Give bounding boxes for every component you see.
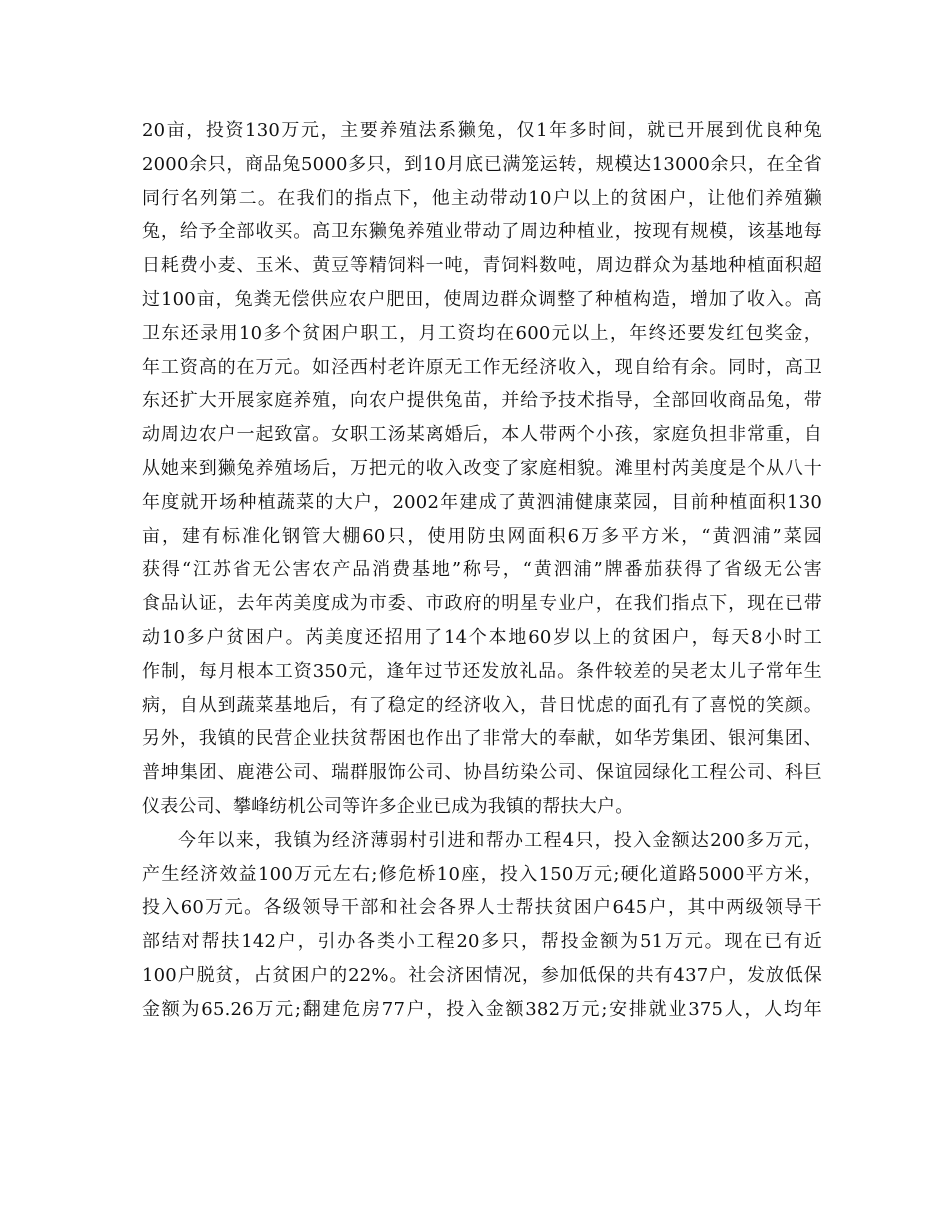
text-line: 卫东还录用10多个贫困户职工，月工资均在600元以上，年终还要发红包奖金， xyxy=(142,322,822,344)
text-line: 食品认证，去年芮美度成为市委、市政府的明星专业户，在我们指点下，现在已带 xyxy=(142,593,822,615)
text-line: 20亩，投资130万元，主要养殖法系獭兔，仅1年多时间，就已开展到优良种兔 xyxy=(142,120,822,141)
body-text xyxy=(142,114,822,1027)
text-line: 投入60万元。各级领导干部和社会各界人士帮扶贫困户645户，其中两级领导干 xyxy=(142,897,822,919)
text-line: 部结对帮扶142户，引办各类小工程20多只，帮投金额为51万元。现在已有近 xyxy=(142,931,822,953)
text-line: 获得“江苏省无公害农产品消费基地”称号，“黄泗浦”牌番茄获得了省级无公害 xyxy=(142,559,822,581)
text-line: 另外，我镇的民营企业扶贫帮困也作出了非常大的奉献，如华芳集团、银河集团、 xyxy=(142,728,822,750)
text-line: 普坤集团、鹿港公司、瑞群服饰公司、协昌纺染公司、保谊园绿化工程公司、科巨 xyxy=(142,762,822,784)
text-line: 同行名列第二。在我们的指点下，他主动带动10户以上的贫困户，让他们养殖獭 xyxy=(142,187,822,209)
text-line: 2000余只，商品兔5000多只，到10月底已满笼运转，规模达13000余只，在全省 xyxy=(142,153,822,175)
paragraph-start-line: 今年以来，我镇为经济薄弱村引进和帮办工程4只，投入金额达200多万元， xyxy=(178,829,822,851)
text-line: 从她来到獭兔养殖场后，万把元的收入改变了家庭相貌。滩里村芮美度是个从八十 xyxy=(142,457,822,479)
text-line: 过100亩，兔粪无偿供应农户肥田，使周边群众调整了种植构造，增加了收入。高 xyxy=(142,288,822,310)
text-line: 年度就开场种植蔬菜的大户，2002年建成了黄泗浦健康菜园，目前种植面积130 xyxy=(142,491,822,513)
text-line: 年工资高的在万元。如泾西村老许原无工作无经济收入，现自给有余。同时，高卫 xyxy=(142,356,822,378)
text-line: 动10多户贫困户。芮美度还招用了14个本地60岁以上的贫困户，每天8小时工 xyxy=(142,626,822,648)
text-line: 100户脱贫，占贫困户的22%。社会济困情况，参加低保的共有437户，发放低保 xyxy=(142,964,822,986)
text-line: 日耗费小麦、玉米、黄豆等精饲料一吨，青饲料数吨，周边群众为基地种植面积超 xyxy=(142,255,822,277)
paragraph-end-line: 仪表公司、攀峰纺机公司等许多企业已成为我镇的帮扶大户。 xyxy=(142,795,634,817)
text-line: 金额为65.26万元;翻建危房77户，投入金额382万元;安排就业375人，人均年 xyxy=(142,998,822,1020)
text-line: 产生经济效益100万元左右;修危桥10座，投入150万元;硬化道路5000平方米， xyxy=(142,863,822,885)
text-line: 东还扩大开展家庭养殖，向农户提供兔苗，并给予技术指导，全部回收商品兔，带 xyxy=(142,390,822,412)
text-line: 亩，建有标准化钢管大棚60只，使用防虫网面积6万多平方米，“黄泗浦”菜园 xyxy=(142,525,822,547)
text-line: 兔，给予全部收买。高卫东獭兔养殖业带动了周边种植业，按现有规模，该基地每 xyxy=(142,221,822,243)
text-line: 病，自从到蔬菜基地后，有了稳定的经济收入，昔日忧虑的面孔有了喜悦的笑颜。 xyxy=(142,694,822,716)
text-line: 作制，每月根本工资350元，逢年过节还发放礼品。条件较差的吴老太儿子常年生 xyxy=(142,660,822,682)
text-line: 动周边农户一起致富。女职工汤某离婚后，本人带两个小孩，家庭负担非常重，自 xyxy=(142,424,822,446)
